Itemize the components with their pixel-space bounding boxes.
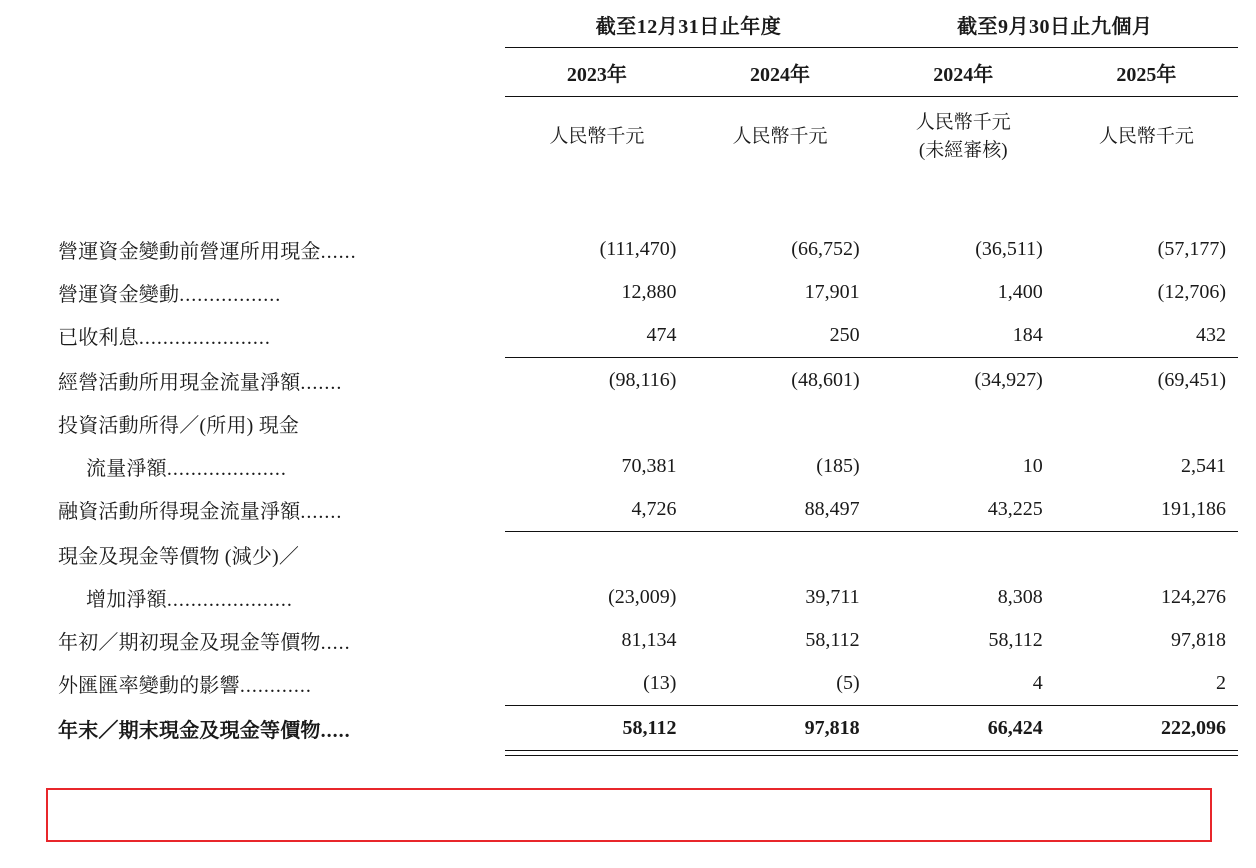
total-row-value: 97,818	[804, 716, 860, 739]
row-label	[58, 359, 505, 402]
row-label-text: 營運資金變動	[58, 284, 180, 307]
cash-flow-table	[58, 6, 1238, 756]
row-value: (66,752)	[791, 238, 860, 261]
row-value: 39,711	[805, 586, 860, 609]
row-label	[58, 619, 505, 662]
row-value: 43,225	[987, 497, 1043, 520]
table-row	[58, 619, 1238, 662]
spacer-cell	[1055, 168, 1238, 228]
table-body	[58, 228, 1238, 755]
header-unit-blank	[58, 97, 505, 169]
row-value: (69,451)	[1157, 369, 1226, 392]
document-page	[0, 6, 1256, 868]
row-value	[688, 402, 871, 445]
table-row	[58, 533, 1238, 576]
row-value: 432	[1196, 323, 1226, 346]
table-row	[58, 359, 1238, 402]
row-value: 474	[646, 323, 677, 346]
row-value: (48,601)	[791, 369, 860, 392]
table-row	[58, 402, 1238, 445]
table-row	[58, 314, 1238, 357]
rule-cell	[688, 750, 871, 755]
header-unit-col3-main: 人民幣千元	[915, 112, 1011, 133]
row-value: (23,009)	[608, 586, 677, 609]
table-row	[58, 662, 1238, 705]
row-value: 17,901	[804, 281, 860, 304]
row-value: (34,927)	[974, 369, 1043, 392]
row-value: 4,726	[631, 497, 677, 520]
row-label	[58, 576, 505, 619]
rule-cell	[1055, 750, 1238, 755]
row-label-text: 外匯匯率變動的影響	[58, 675, 240, 698]
rule-cell	[872, 750, 1055, 755]
header-unit-col1	[505, 97, 688, 169]
row-value: 12,880	[621, 281, 677, 304]
table-header	[58, 6, 1238, 228]
row-label	[58, 402, 505, 445]
row-value: 124,276	[1161, 586, 1226, 609]
row-value: 184	[1012, 323, 1043, 346]
row-label	[58, 662, 505, 705]
header-group-nine-months: 截至9月30日止九個月	[872, 6, 1238, 48]
header-period-2023-annual: 2023年	[505, 48, 688, 97]
row-value: (185)	[816, 455, 860, 478]
row-value: (98,116)	[608, 369, 677, 392]
row-leader-dots: ......................	[138, 327, 271, 350]
row-label	[58, 445, 505, 488]
row-value: 88,497	[804, 497, 860, 520]
header-unit-col2	[688, 97, 871, 169]
row-value	[688, 533, 871, 576]
spacer-cell	[688, 168, 871, 228]
header-group-row	[58, 6, 1238, 48]
row-value	[1055, 533, 1238, 576]
table-row-total	[58, 707, 1238, 750]
row-label-text: 營運資金變動前營運所用現金	[58, 241, 321, 264]
row-label	[58, 488, 505, 531]
header-unit-col3-sub: (未經審核)	[918, 139, 1008, 161]
total-row-label	[58, 707, 505, 750]
table-row	[58, 576, 1238, 619]
row-value	[872, 402, 1055, 445]
header-unit-col2-main: 人民幣千元	[732, 125, 828, 147]
row-label-text: 融資活動所得現金流量淨額	[58, 501, 301, 524]
row-leader-dots: .....................	[166, 589, 293, 612]
row-leader-dots: .................	[179, 284, 282, 307]
total-double-rule	[58, 750, 1238, 755]
total-row-label-text: 年末／期末現金及現金等價物	[58, 720, 321, 743]
header-group-annual: 截至12月31日止年度	[505, 6, 871, 48]
row-label-text: 流量淨額	[86, 458, 167, 481]
row-value: 191,186	[1161, 497, 1226, 520]
header-unit-col1-main: 人民幣千元	[549, 125, 645, 147]
row-value: 8,308	[997, 586, 1043, 609]
row-label-text: 現金及現金等價物 (減少)／	[58, 546, 300, 569]
header-unit-row	[58, 97, 1238, 169]
table-row	[58, 228, 1238, 271]
row-value: 10	[1022, 455, 1043, 478]
row-leader-dots: ......	[320, 241, 357, 264]
row-value	[1055, 402, 1238, 445]
row-value: (12,706)	[1157, 281, 1226, 304]
rule-cell	[505, 750, 688, 755]
header-unit-col4-main: 人民幣千元	[1098, 125, 1194, 147]
row-label-text: 投資活動所得／(所用) 現金	[58, 415, 300, 438]
header-corner-blank	[58, 6, 505, 48]
row-value: 70,381	[621, 455, 677, 478]
row-value	[505, 402, 688, 445]
row-value: (111,470)	[599, 238, 677, 261]
row-value: (5)	[836, 671, 860, 694]
spacer-cell	[58, 168, 505, 228]
header-unit-col4	[1055, 97, 1238, 169]
row-value: 250	[829, 323, 860, 346]
row-value: 4	[1032, 671, 1043, 694]
spacer-cell	[505, 168, 688, 228]
row-value: (57,177)	[1157, 238, 1226, 261]
table-row	[58, 271, 1238, 314]
row-value: (13)	[643, 671, 677, 694]
row-value: 1,400	[997, 281, 1043, 304]
total-row-value: 66,424	[987, 716, 1043, 739]
row-value: 58,112	[988, 629, 1043, 652]
row-leader-dots: .......	[300, 372, 343, 395]
row-leader-dots: ....................	[166, 458, 287, 481]
row-label-text: 年初／期初現金及現金等價物	[58, 632, 321, 655]
header-period-2024-annual: 2024年	[688, 48, 871, 97]
header-period-row	[58, 48, 1238, 97]
row-label	[58, 271, 505, 314]
table-row	[58, 445, 1238, 488]
row-label	[58, 533, 505, 576]
row-leader-dots: .......	[300, 501, 343, 524]
header-period-2024-nine-months: 2024年	[872, 48, 1055, 97]
row-value	[505, 533, 688, 576]
total-row-value: 58,112	[622, 716, 677, 739]
row-value	[872, 533, 1055, 576]
row-value: (36,511)	[975, 238, 1043, 261]
row-leader-dots: .....	[320, 632, 351, 655]
header-period-blank	[58, 48, 505, 97]
row-label	[58, 228, 505, 271]
row-value: 81,134	[621, 629, 677, 652]
row-value: 58,112	[805, 629, 860, 652]
row-label	[58, 314, 505, 357]
row-value: 2	[1216, 671, 1226, 694]
row-leader-dots: ............	[239, 675, 312, 698]
rule-blank	[58, 750, 505, 755]
total-row-leader-dots: .....	[320, 720, 351, 743]
row-value: 2,541	[1181, 455, 1226, 478]
header-period-2025-nine-months: 2025年	[1055, 48, 1238, 97]
total-row-value: 222,096	[1161, 716, 1226, 739]
table-row	[58, 488, 1238, 531]
spacer-cell	[872, 168, 1055, 228]
total-row-highlight-box	[46, 788, 1212, 842]
row-label-text: 經營活動所用現金流量淨額	[58, 372, 301, 395]
header-spacer-row	[58, 168, 1238, 228]
row-label-text: 增加淨額	[86, 589, 167, 612]
row-value: 97,818	[1171, 629, 1226, 652]
row-label-text: 已收利息	[58, 327, 139, 350]
header-unit-col3	[872, 97, 1055, 169]
